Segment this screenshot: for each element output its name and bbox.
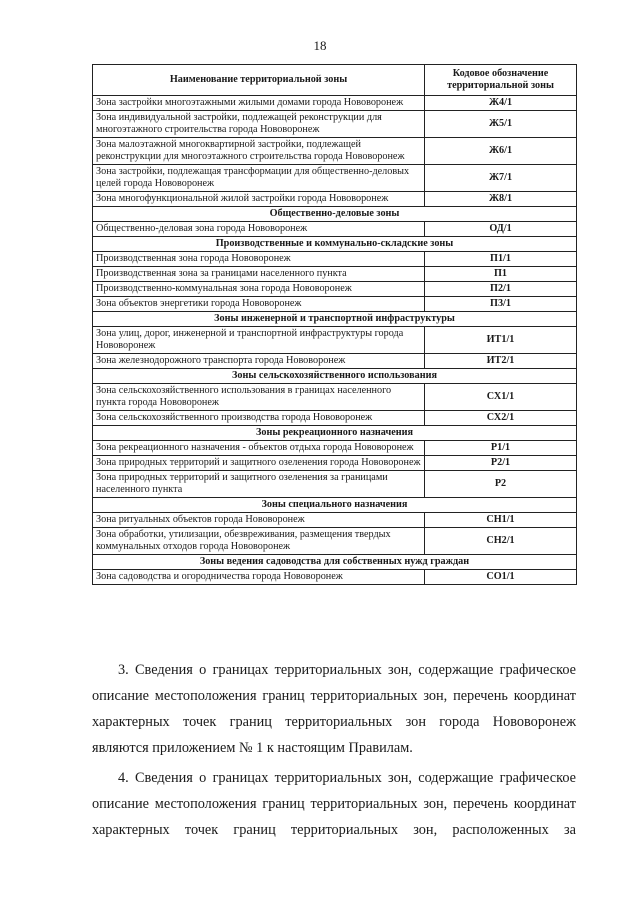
table-row [93, 456, 577, 471]
table-row [93, 354, 577, 369]
table-body [93, 96, 577, 585]
section-title: Зоны инженерной и транспортной инфраструктуры [93, 312, 577, 327]
zone-name-cell: Производственная зона города Нововоронеж [93, 252, 425, 267]
zone-code-cell: П2/1 [425, 282, 577, 297]
table-row [93, 528, 577, 555]
zone-code-cell: Ж5/1 [425, 111, 577, 138]
zone-code-cell: СН2/1 [425, 528, 577, 555]
zone-code-cell: СО1/1 [425, 570, 577, 585]
table-section-row [93, 555, 577, 570]
page-number: 18 [313, 38, 327, 53]
zone-name-cell: Зона природных территорий и защитного озеленения за границами населенного пункта [93, 471, 425, 498]
zone-code-cell: ИТ1/1 [425, 327, 577, 354]
table-row [93, 111, 577, 138]
section-title: Зоны ведения садоводства для собственных нужд граждан [93, 555, 577, 570]
table-row [93, 297, 577, 312]
section-title: Производственные и коммунально-складские зоны [93, 237, 577, 252]
zone-code-cell: Р2/1 [425, 456, 577, 471]
zone-code-cell: Р2 [425, 471, 577, 498]
table-row [93, 384, 577, 411]
table-row [93, 252, 577, 267]
zone-code-cell: ИТ2/1 [425, 354, 577, 369]
table-row [93, 192, 577, 207]
zone-code-cell: Ж8/1 [425, 192, 577, 207]
table-row [93, 411, 577, 426]
zone-name-cell: Зона обработки, утилизации, обезвреживания, размещения твердых коммунальных отходов города Нововоронеж [93, 528, 425, 555]
zone-name-cell: Общественно-деловая зона города Нововоронеж [93, 222, 425, 237]
table-row [93, 327, 577, 354]
table-row [93, 570, 577, 585]
table-section-row [93, 369, 577, 384]
zone-code-header: Кодовое обозначение территориальной зоны [425, 65, 577, 96]
table-row [93, 138, 577, 165]
zone-code-cell: СХ2/1 [425, 411, 577, 426]
zone-name-cell: Зона застройки многоэтажными жилыми домами города Нововоронеж [93, 96, 425, 111]
zone-name-cell: Зона сельскохозяйственного использования в границах населенного пункта города Нововоронеж [93, 384, 425, 411]
zone-code-cell: П1/1 [425, 252, 577, 267]
zone-code-cell: ОД/1 [425, 222, 577, 237]
zone-code-cell: СХ1/1 [425, 384, 577, 411]
territorial-zones-table [92, 64, 577, 585]
zone-name-header: Наименование территориальной зоны [93, 65, 425, 96]
zone-name-cell: Зона застройки, подлежащая трансформации для общественно-деловых целей города Нововоронеж [93, 165, 425, 192]
zone-code-cell: Ж4/1 [425, 96, 577, 111]
table-row [93, 267, 577, 282]
zone-name-cell: Зона сельскохозяйственного производства города Нововоронеж [93, 411, 425, 426]
zone-name-cell: Зона улиц, дорог, инженерной и транспортной инфраструктуры города Нововоронеж [93, 327, 425, 354]
table-header-row [93, 65, 577, 96]
zone-name-cell: Зона железнодорожного транспорта города Нововоронеж [93, 354, 425, 369]
zone-code-cell: СН1/1 [425, 513, 577, 528]
zone-code-cell: Р1/1 [425, 441, 577, 456]
table-row [93, 165, 577, 192]
section-title: Общественно-деловые зоны [93, 207, 577, 222]
zone-name-cell: Зона рекреационного назначения - объектов отдыха города Нововоронеж [93, 441, 425, 456]
zone-name-cell: Производственная зона за границами населенного пункта [93, 267, 425, 282]
table-row [93, 513, 577, 528]
section-title: Зоны специального назначения [93, 498, 577, 513]
table-section-row [93, 237, 577, 252]
paragraph-4: 4. Сведения о границах территориальных зон, содержащие графическое описание местоположения границ территориальных зон, перечень координат характерных точек границ территориальных зон, расположенных за [92, 770, 576, 838]
zone-name-cell: Зона объектов энергетики города Нововоронеж [93, 297, 425, 312]
table-section-row [93, 312, 577, 327]
table-row [93, 441, 577, 456]
table-row [93, 96, 577, 111]
section-title: Зоны рекреационного назначения [93, 426, 577, 441]
body-text [92, 657, 576, 847]
table-row [93, 471, 577, 498]
zone-name-cell: Зона садоводства и огородничества города Нововоронеж [93, 570, 425, 585]
zone-name-cell: Производственно-коммунальная зона города Нововоронеж [93, 282, 425, 297]
zone-name-cell: Зона ритуальных объектов города Нововоронеж [93, 513, 425, 528]
table-section-row [93, 207, 577, 222]
zone-code-cell: П3/1 [425, 297, 577, 312]
zone-name-cell: Зона малоэтажной многоквартирной застройки, подлежащей реконструкции для многоэтажного строительства города Нововоронеж [93, 138, 425, 165]
table-row [93, 222, 577, 237]
zone-name-cell: Зона многофункциональной жилой застройки города Нововоронеж [93, 192, 425, 207]
paragraph-3: 3. Сведения о границах территориальных зон, содержащие графическое описание местоположения границ территориальных зон, перечень координат характерных точек границ территориальных зон города Нововоронеж являются приложением № 1 к настоящим Правилам. [92, 662, 576, 756]
table-section-row [93, 498, 577, 513]
table-row [93, 282, 577, 297]
zone-code-cell: Ж7/1 [425, 165, 577, 192]
zone-code-cell: П1 [425, 267, 577, 282]
zone-name-cell: Зона природных территорий и защитного озеленения города Нововоронеж [93, 456, 425, 471]
zone-code-cell: Ж6/1 [425, 138, 577, 165]
section-title: Зоны сельскохозяйственного использования [93, 369, 577, 384]
table-section-row [93, 426, 577, 441]
zone-name-cell: Зона индивидуальной застройки, подлежащей реконструкции для многоэтажного строительства города Нововоронеж [93, 111, 425, 138]
